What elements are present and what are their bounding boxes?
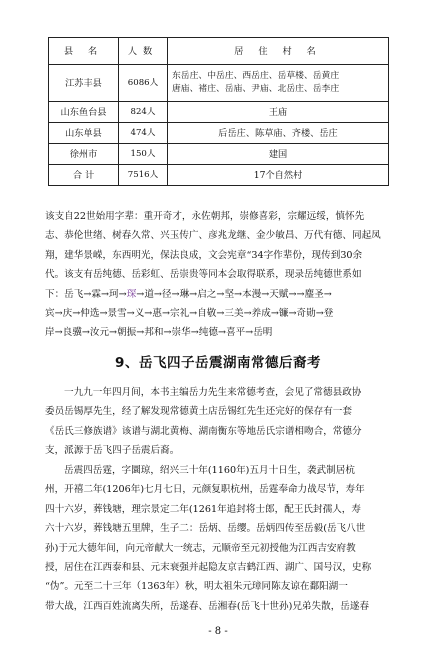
text-line: 《岳氏三修族谱》该谱与湖北黄梅、湖南衡东等地岳氏宗谱相吻合，常德分 (45, 425, 362, 437)
cell-total-count: 7516人 (119, 165, 168, 186)
cell-county: 江苏丰县 (49, 65, 119, 102)
text-line: 志、恭伦世绪、树春久常、兴玉传广、彦兆龙继、金少敏昌、万代有德、同起凤 (45, 230, 381, 242)
cell-villages: 王庙 (168, 102, 389, 123)
cell-villages: 建国 (168, 144, 389, 165)
text-line: 授，居住在江西泰和县、元末衰强并起隐友京吉鹤江西、湖广、国号汉，史称 (45, 562, 372, 574)
text-line: 孙)于元大德年间，向元帝献大一统志，元顺帝至元初授他为江西吉安府教 (45, 542, 356, 554)
cell-count: 6086人 (119, 65, 168, 102)
cell-total-villages: 17个自然村 (168, 165, 389, 186)
text-line: 州，开禧二年(1206年)七月七日，元颜复职杭州，岳霆奉命力战尽节，寿年 (45, 484, 365, 496)
text-line: 该支自22世始用字辈：重开奇才，永佐朝邦，崇修喜彩，宗耀远绥，慎怀先 (45, 211, 365, 222)
cell-villages: 后岳庄、陈草庙、齐楼、岳庄 (168, 123, 389, 144)
history-paragraph (45, 461, 390, 616)
text-line: 支，派源于岳飞四子岳震后裔。 (45, 445, 180, 457)
table-row (49, 123, 389, 144)
page-number: - 8 - (208, 626, 228, 637)
text-line: 一九九一年四月间，本书主编岳力先生来常德考查，会见了常德县政协 (64, 387, 362, 398)
highlighted-character: 琛 (126, 288, 137, 300)
cell-county: 徐州市 (49, 144, 119, 165)
cell-villages (168, 65, 389, 102)
header-count: 人数 (119, 38, 168, 65)
table-total-row (49, 165, 389, 186)
text-line: 委员岳锡厚先生，经了解发现常德黄土店岳锡红先生还完好的保存有一套 (45, 406, 352, 418)
table-row (49, 102, 389, 123)
text-line: 带大战，江西百姓流离失所，岳遂春、岳湘春(岳飞十世孙)兄弟失散，岳遂春 (45, 600, 370, 612)
text-segment: →道→径→琳→启之→坚→本漫→天赋→→麈圣→ (136, 288, 332, 300)
population-table (48, 37, 389, 186)
text-segment: 下：岳飞→霖→珂→ (45, 288, 127, 300)
header-county: 县 名 (49, 38, 119, 65)
text-line: “伪”。元至二十三年（1363年）秋，明太祖朱元璋同陈友谅在鄱阳湖一 (45, 581, 348, 593)
cell-count: 474人 (119, 123, 168, 144)
intro-paragraph (45, 383, 390, 461)
text-line: 代。该支有岳纯德、岳彩虹、岳崇贵等同本会取得联系，现录岳纯德世系如 (45, 269, 362, 281)
table-row (49, 144, 389, 165)
text-line: 四十六岁，葬钱塘，理宗景定二年(1261年追封将士郎，配王氏封孺人，寿 (45, 503, 361, 515)
cell-count: 150人 (119, 144, 168, 165)
village-line: 唐庙、褚庄、岳庙、尹庙、北岳庄、岳李庄 (172, 84, 340, 94)
text-line: 六十六岁，葬钱塘五里牌，生子二：岳炳、岳缨。岳炳四传至岳毅(岳飞八世 (45, 523, 366, 535)
cell-county: 山东鱼台县 (49, 102, 119, 123)
cell-count: 824人 (119, 102, 168, 123)
text-line: 岸→良骥→汝元→朝振→邦和→崇华→纯德→喜平→岳明 (45, 327, 273, 339)
cell-total-label: 合 计 (49, 165, 119, 186)
cell-county: 山东单县 (49, 123, 119, 144)
village-line: 东岳庄、中岳庄、西岳庄、岳草楼、岳黄庄 (172, 71, 340, 81)
header-villages: 居 住 村 名 (168, 38, 389, 65)
text-line (45, 285, 390, 304)
text-line: 岳震四岳霆，字圜琼，绍兴三十年(1160年)五月十日生，袭武制居杭 (64, 465, 355, 476)
section-heading: 9、岳飞四子岳震湖南常德后裔考 (115, 355, 321, 371)
table-row (49, 65, 389, 102)
text-line: 宾→庆→仲选→景雪→义→惠→宗礼→自敬→三美→养成→镰→奇勋→登 (45, 308, 334, 320)
text-line: 翔，建华景嵘，东西明光，保法良成，文会宪章“34字作辈份，现传到30余 (45, 249, 363, 261)
lineage-paragraph (45, 207, 390, 343)
table-header-row (49, 38, 389, 65)
